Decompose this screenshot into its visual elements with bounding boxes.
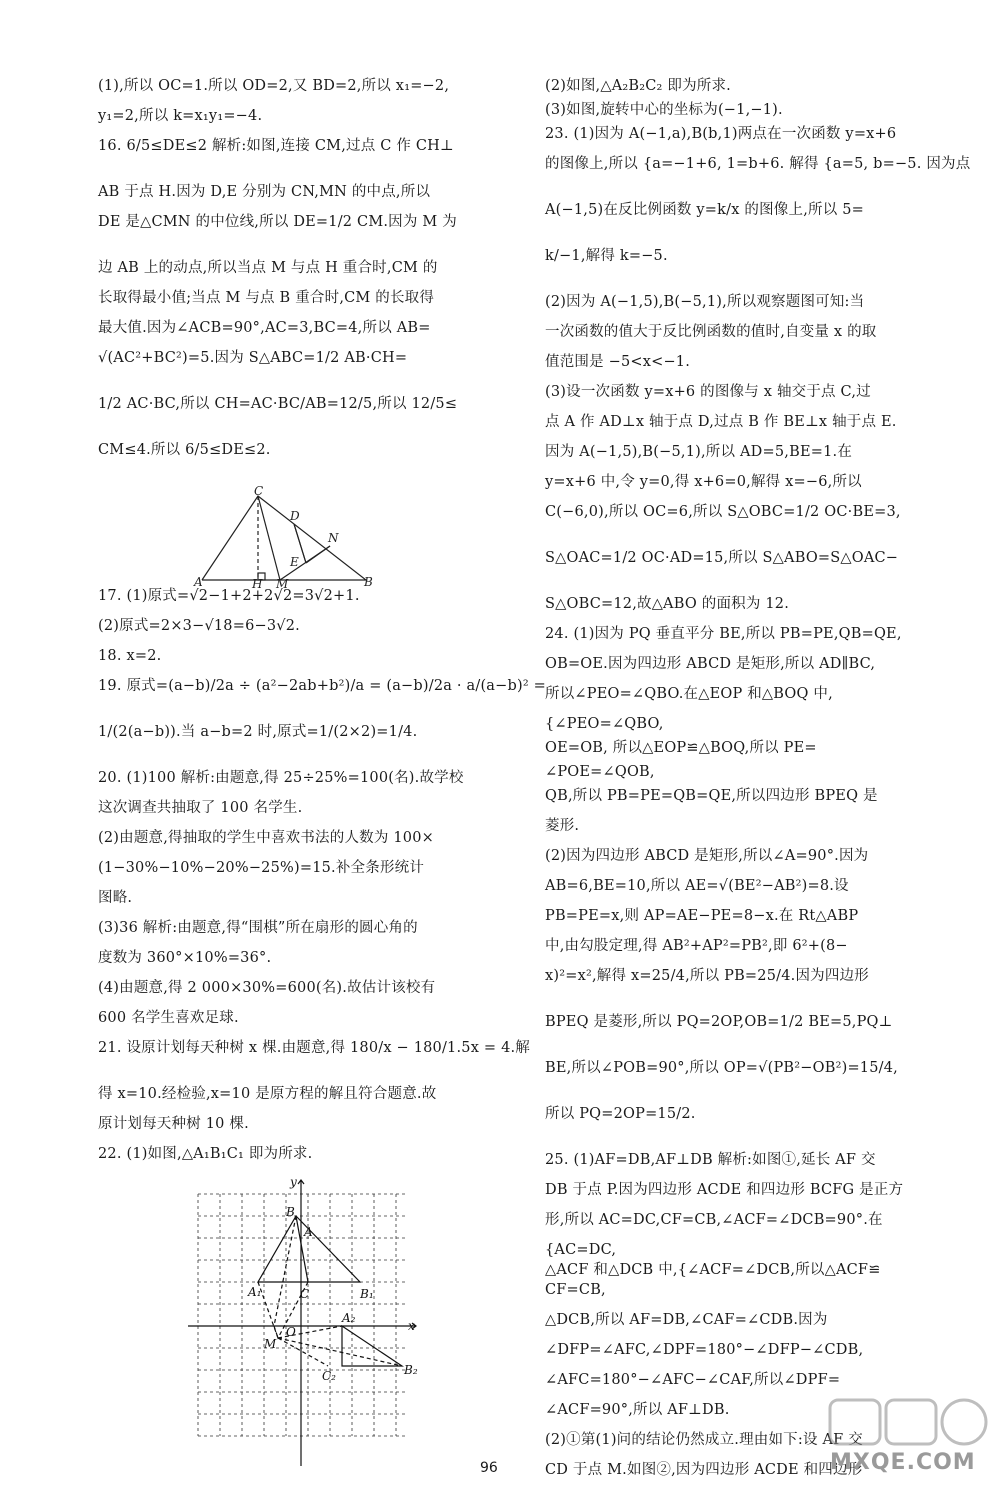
text-line: (2)原式=2×3−√18=6−3√2. — [98, 618, 300, 634]
text-line: x)²=x²,解得 x=25/4,所以 PB=25/4.因为四边形 — [545, 968, 869, 984]
label-B: B — [364, 575, 373, 589]
text-line: 1/2 AC·BC,所以 CH=AC·BC/AB=12/5,所以 12/5≤ — [98, 396, 458, 412]
text-line: PB=PE=x,则 AP=AE−PE=8−x.在 Rt△ABP — [545, 908, 859, 924]
text-line: y=x+6 中,令 y=0,得 x+6=0,解得 x=−6,所以 — [545, 474, 862, 490]
text-line: 的图像上,所以 {a=−1+6, 1=b+6. 解得 {a=5, b=−5. 因为点 — [545, 156, 971, 172]
text-line: 点 A 作 AD⊥x 轴于点 D,过点 B 作 BE⊥x 轴于点 E. — [545, 414, 897, 430]
label-B1: B₁ — [360, 1287, 374, 1301]
text-line: 25. (1)AF=DB,AF⊥DB 解析:如图①,延长 AF 交 — [545, 1152, 876, 1168]
text-line: C(−6,0),所以 OC=6,所以 S△OBC=1/2 OC·BE=3, — [545, 504, 901, 520]
text-line: 度数为 360°×10%=36°. — [98, 950, 272, 966]
coordinate-grid-diagram — [98, 1176, 498, 1476]
text-line: 16. 6/5≤DE≤2 解析:如图,连接 CM,过点 C 作 CH⊥ — [98, 138, 454, 154]
text-line: {∠PEO=∠QBO, — [545, 716, 664, 732]
text-line: 这次调查共抽取了 100 名学生. — [98, 800, 303, 816]
text-line: (3)36 解析:由题意,得“围棋”所在扇形的圆心角的 — [98, 920, 418, 936]
text-line: k/−1,解得 k=−5. — [545, 248, 668, 264]
right-column — [545, 78, 971, 1492]
q16-solution — [98, 138, 498, 488]
label-A2: A₂ — [342, 1311, 356, 1325]
q15-tail — [98, 78, 498, 138]
text-line: BPEQ 是菱形,所以 PQ=2OP,OB=1/2 BE=5,PQ⊥ — [545, 1014, 893, 1030]
text-line: △ACF 和△DCB 中,{∠ACF=∠DCB,所以△ACF≌ — [545, 1262, 881, 1278]
grid-figure — [98, 1176, 498, 1476]
text-line: 中,由勾股定理,得 AB²+AP²=PB²,即 6²+(8− — [545, 938, 848, 954]
text-line: (2)因为 A(−1,5),B(−5,1),所以观察题图可知:当 — [545, 294, 865, 310]
text-line: CD 于点 M.如图②,因为四边形 ACDE 和四边形 — [545, 1462, 863, 1478]
text-line: S△OAC=1/2 OC·AD=15,所以 S△ABO=S△OAC− — [545, 550, 899, 566]
text-line: 一次函数的值大于反比例函数的值时,自变量 x 的取 — [545, 324, 877, 340]
text-line: 值范围是 −5<x<−1. — [545, 354, 691, 370]
label-x: x — [408, 1319, 415, 1333]
left-column — [98, 78, 547, 1476]
text-line: 图略. — [98, 890, 133, 906]
text-line: (1−30%−10%−20%−25%)=15.补全条形统计 — [98, 860, 425, 876]
text-line: 21. 设原计划每天种树 x 棵.由题意,得 180/x − 180/1.5x = 4.解 — [98, 1040, 530, 1056]
text-line: 长取得最小值;当点 M 与点 B 重合时,CM 的长取得 — [98, 290, 435, 306]
text-line: (4)由题意,得 2 000×30%=600(名).故估计该校有 — [98, 980, 436, 996]
text-line: 所以 PQ=2OP=15/2. — [545, 1106, 696, 1122]
text-line: DE 是△CMN 的中位线,所以 DE=1/2 CM.因为 M 为 — [98, 214, 457, 230]
text-line: 原计划每天种树 10 棵. — [98, 1116, 249, 1132]
text-line: ∠DFP=∠AFC,∠DPF=180°−∠DFP−∠CDB, — [545, 1342, 864, 1358]
text-line: 边 AB 上的动点,所以当点 M 与点 H 重合时,CM 的 — [98, 260, 438, 276]
label-C2: C₂ — [322, 1369, 336, 1383]
text-line: 菱形. — [545, 818, 580, 834]
text-line: 最大值.因为∠ACB=90°,AC=3,BC=4,所以 AB= — [98, 320, 431, 336]
label-H: H — [252, 577, 263, 591]
text-line: BE,所以∠POB=90°,所以 OP=√(PB²−OB²)=15/4, — [545, 1060, 898, 1076]
text-line: 23. (1)因为 A(−1,a),B(b,1)两点在一次函数 y=x+6 — [545, 126, 897, 142]
text-line: 20. (1)100 解析:由题意,得 25÷25%=100(名).故学校 — [98, 770, 464, 786]
text-line: ∠POE=∠QOB, — [545, 764, 655, 780]
label-E: E — [290, 555, 299, 569]
label-A1: A₁ — [248, 1285, 262, 1299]
text-line: 17. (1)原式=√2−1+2+2√2=3√2+1. — [98, 588, 360, 604]
label-B2: B₂ — [404, 1363, 418, 1377]
text-line: y₁=2,所以 k=x₁y₁=−4. — [98, 108, 263, 124]
text-line: (3)如图,旋转中心的坐标为(−1,−1). — [545, 102, 783, 118]
text-line: ∠ACF=90°,所以 AF⊥DB. — [545, 1402, 730, 1418]
text-line: (2)因为四边形 ABCD 是矩形,所以∠A=90°.因为 — [545, 848, 869, 864]
text-line: DB 于点 P.因为四边形 ACDE 和四边形 BCFG 是正方 — [545, 1182, 904, 1198]
label-N: N — [328, 531, 339, 545]
text-line: OB=OE.因为四边形 ABCD 是矩形,所以 AD∥BC, — [545, 656, 876, 672]
text-line: (2)由题意,得抽取的学生中喜欢书法的人数为 100× — [98, 830, 434, 846]
text-line: S△OBC=12,故△ABO 的面积为 12. — [545, 596, 790, 612]
label-A: A — [194, 575, 203, 589]
label-y: y — [290, 1175, 297, 1189]
triangle-figure — [98, 484, 498, 591]
text-line: {AC=DC, — [545, 1242, 617, 1258]
text-line: CF=CB, — [545, 1282, 606, 1298]
text-line: 19. 原式=(a−b)/2a ÷ (a²−2ab+b²)/a = (a−b)/2a · a/(a−b)² = — [98, 678, 547, 694]
text-line: AB 于点 H.因为 D,E 分别为 CN,MN 的中点,所以 — [98, 184, 431, 200]
text-line: 22. (1)如图,△A₁B₁C₁ 即为所求. — [98, 1146, 313, 1162]
text-line: 1/(2(a−b)).当 a−b=2 时,原式=1/(2×2)=1/4. — [98, 724, 418, 740]
label-A: A — [304, 1225, 313, 1239]
text-line: QB,所以 PB=PE=QB=QE,所以四边形 BPEQ 是 — [545, 788, 878, 804]
text-line: 形,所以 AC=DC,CF=CB,∠ACF=∠DCB=90°.在 — [545, 1212, 883, 1228]
text-line: 得 x=10.经检验,x=10 是原方程的解且符合题意.故 — [98, 1086, 437, 1102]
label-O: O — [286, 1325, 296, 1339]
text-line: CM≤4.所以 6/5≤DE≤2. — [98, 442, 271, 458]
text-line: (3)设一次函数 y=x+6 的图像与 x 轴交于点 C,过 — [545, 384, 871, 400]
label-C: C — [300, 1287, 310, 1301]
text-line: 18. x=2. — [98, 648, 162, 664]
label-B: B — [286, 1205, 295, 1219]
text-line: (1),所以 OC=1.所以 OD=2,又 BD=2,所以 x₁=−2, — [98, 78, 450, 94]
text-line: 600 名学生喜欢足球. — [98, 1010, 239, 1026]
text-line: ∠AFC=180°−∠AFC−∠CAF,所以∠DPF= — [545, 1372, 841, 1388]
label-M: M — [276, 577, 289, 591]
text-line: △DCB,所以 AF=DB,∠CAF=∠CDB.因为 — [545, 1312, 828, 1328]
watermark-url: MXQE.COM — [830, 1450, 976, 1475]
q17-q22 — [98, 588, 547, 1176]
page-number: 96 — [480, 1460, 498, 1476]
text-line: OE=OB, 所以△EOP≌△BOQ,所以 PE= — [545, 740, 817, 756]
text-line: 因为 A(−1,5),B(−5,1),所以 AD=5,BE=1.在 — [545, 444, 853, 460]
label-M: M — [264, 1337, 277, 1351]
text-line: 24. (1)因为 PQ 垂直平分 BE,所以 PB=PE,QB=QE, — [545, 626, 902, 642]
label-C: C — [254, 484, 264, 498]
triangle-diagram — [98, 484, 498, 591]
text-line: (2)①第(1)问的结论仍然成立.理由如下:设 AF 交 — [545, 1432, 863, 1448]
text-line: (2)如图,△A₂B₂C₂ 即为所求. — [545, 78, 731, 94]
label-D: D — [290, 509, 300, 523]
text-line: AB=6,BE=10,所以 AE=√(BE²−AB²)=8.设 — [545, 878, 849, 894]
text-line: 所以∠PEO=∠QBO.在△EOP 和△BOQ 中, — [545, 686, 833, 702]
text-line: A(−1,5)在反比例函数 y=k/x 的图像上,所以 5= — [545, 202, 864, 218]
text-line: √(AC²+BC²)=5.因为 S△ABC=1/2 AB·CH= — [98, 350, 408, 366]
